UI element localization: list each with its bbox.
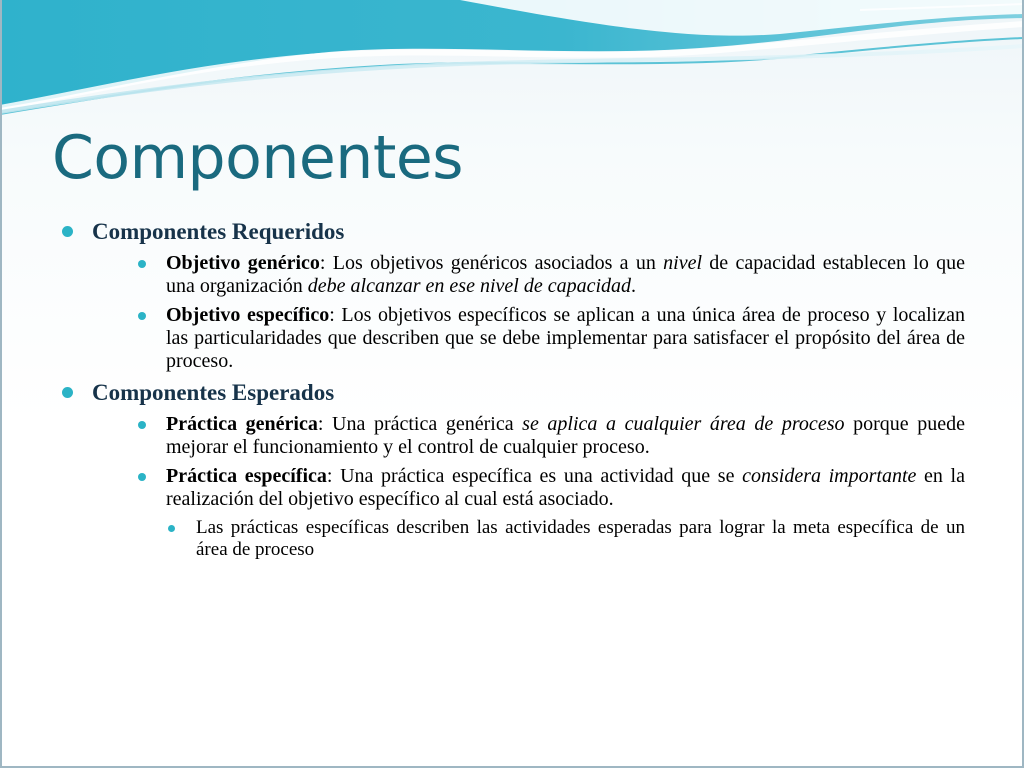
bullet-dot (62, 387, 73, 398)
bullet-dot (62, 226, 73, 237)
bullet-dot (138, 260, 146, 268)
item-term: Práctica genérica (166, 413, 318, 435)
item-separator: : (326, 465, 341, 487)
section-heading: Componentes Requeridos (92, 219, 345, 244)
section-requeridos (60, 218, 965, 373)
bullet-list (60, 218, 965, 561)
item-term: Objetivo genérico (166, 252, 320, 274)
item-term: Práctica específica (166, 465, 327, 487)
bullet-dot (168, 525, 175, 532)
section-esperados (60, 379, 965, 561)
bullet-dot (138, 473, 146, 481)
list-item-practica-generica (92, 413, 965, 459)
item-text-part: en la realización del objetivo específico al cual está asociado. (166, 465, 965, 510)
item-emphasis: considera importante (742, 465, 917, 487)
item-text (166, 252, 965, 298)
item-separator: : (319, 252, 333, 274)
item-text-part: Una práctica específica es una actividad que se (340, 465, 743, 487)
bullet-dot (138, 312, 146, 320)
item-text-part: . (631, 275, 637, 297)
item-separator: : (329, 304, 342, 326)
item-text-part: Los objetivos específicos se aplican a una única área de proceso y localizan las particularidades que describen que se debe implementar para satisfacer el propósito del área de proceso. (166, 304, 965, 372)
item-text (166, 304, 965, 373)
item-text-part: Los objetivos genéricos asociados a un (332, 252, 664, 274)
item-emphasis: se aplica a cualquier área de proceso (522, 413, 845, 435)
slide-content (60, 218, 965, 567)
bullet-dot (138, 421, 146, 429)
list-item-sub-practicas (92, 517, 965, 561)
list-item-objetivo-generico (92, 252, 965, 298)
item-separator: : (317, 413, 333, 435)
item-term: Objetivo específico (166, 304, 330, 326)
section-heading: Componentes Esperados (92, 380, 335, 405)
sub-list (92, 252, 965, 373)
item-emphasis: debe alcanzar en ese nivel de capacidad (307, 275, 632, 297)
item-text-part: de capacidad establecen lo que una organización (166, 252, 966, 297)
item-emphasis: nivel (663, 252, 703, 274)
item-text (166, 465, 965, 511)
list-item-objetivo-especifico (92, 304, 965, 373)
item-text: Las prácticas específicas describen las actividades esperadas para lograr la meta específica de un área de proceso (196, 517, 965, 560)
item-text-part: Una práctica genérica (332, 413, 523, 435)
item-text (166, 413, 965, 459)
header-wave-decoration (0, 0, 1024, 120)
slide-title: Componentes (52, 123, 464, 193)
item-text-part: porque puede mejorar el funcionamiento y el control de cualquier proceso. (166, 413, 965, 458)
sub-list (92, 413, 965, 561)
list-item-practica-especifica (92, 465, 965, 511)
